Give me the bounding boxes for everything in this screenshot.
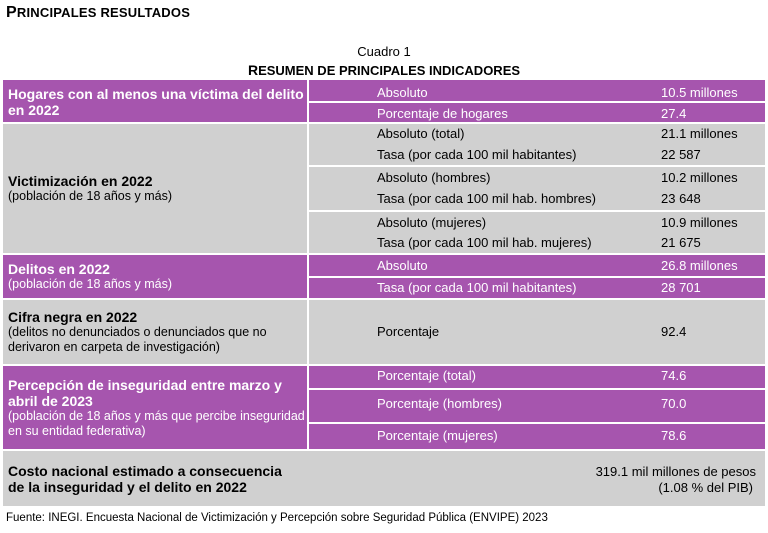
row-subtitle: (población de 18 años y más) — [8, 189, 172, 203]
indicator-value: 28 701 — [661, 280, 701, 295]
indicator-value: 21.1 millones — [661, 126, 738, 141]
indicator-label: Tasa (por cada 100 mil hab. hombres) — [377, 191, 596, 206]
indicator-label: Porcentaje (mujeres) — [377, 428, 498, 443]
source-note: Fuente: INEGI. Encuesta Nacional de Victimización y Percepción sobre Seguridad Pública (ENVIPE) 2023 — [6, 512, 548, 524]
indicator-label: Absoluto (total) — [377, 126, 465, 141]
row-subtitle: (población de 18 años y más) — [8, 277, 172, 291]
indicator-value: 26.8 millones — [661, 258, 738, 273]
row-costo — [3, 451, 765, 506]
indicator-value: 21 675 — [661, 235, 701, 250]
row-title: Cifra negra en 2022 — [8, 309, 138, 325]
indicator-value: 23 648 — [661, 191, 701, 206]
row-title: Victimización en 2022 — [8, 173, 153, 189]
cost-pib: (1.08 % del PIB) — [658, 480, 753, 495]
row-title: Percepción de inseguridad entre marzo y abril de 2023 — [8, 376, 282, 409]
indicator-label: Absoluto — [377, 258, 428, 273]
row-title: Costo nacional estimado a consecuencia de la inseguridad y el delito en 2022 — [8, 462, 282, 495]
row-title: Hogares con al menos una víctima del delito en 2022 — [8, 86, 304, 118]
row-cifra-negra — [3, 300, 765, 364]
indicator-value: 27.4 — [661, 106, 687, 121]
row-victimizacion — [3, 124, 765, 253]
indicator-label: Tasa (por cada 100 mil hab. mujeres) — [377, 235, 592, 250]
indicator-label: Absoluto (hombres) — [377, 170, 491, 185]
row-title: Delitos en 2022 — [8, 261, 110, 277]
indicator-label: Absoluto (mujeres) — [377, 215, 487, 230]
indicator-label: Tasa (por cada 100 mil habitantes) — [377, 147, 577, 162]
row-percepcion — [3, 366, 765, 449]
section-title: PRINCIPALES RESULTADOS — [6, 4, 191, 21]
cost-value: 319.1 mil millones de pesos — [595, 464, 756, 479]
indicator-value: 70.0 — [661, 396, 687, 411]
indicator-value: 78.6 — [661, 428, 687, 443]
row-hogares — [3, 80, 765, 122]
cuadro-title: RESUMEN DE PRINCIPALES INDICADORES — [247, 62, 521, 78]
indicator-value: 22 587 — [661, 147, 701, 162]
indicator-value: 74.6 — [661, 368, 687, 383]
row-subtitle: (población de 18 años y más que percibe inseguridad en su entidad federativa) — [8, 408, 305, 438]
indicator-label: Porcentaje (hombres) — [377, 396, 502, 411]
indicator-label: Tasa (por cada 100 mil habitantes) — [377, 280, 577, 295]
row-delitos — [3, 255, 765, 298]
indicator-value: 10.9 millones — [661, 215, 738, 230]
indicator-value: 10.2 millones — [661, 170, 738, 185]
indicator-value: 92.4 — [661, 324, 687, 339]
row-subtitle: (delitos no denunciados o denunciados que no derivaron en carpeta de investigación) — [8, 325, 267, 354]
indicator-label: Porcentaje de hogares — [377, 106, 508, 121]
indicator-value: 10.5 millones — [661, 85, 738, 100]
indicator-label: Porcentaje — [377, 324, 440, 339]
indicator-label: Absoluto — [377, 85, 428, 100]
indicator-label: Porcentaje (total) — [377, 368, 476, 383]
cuadro-number: Cuadro 1 — [357, 44, 411, 59]
